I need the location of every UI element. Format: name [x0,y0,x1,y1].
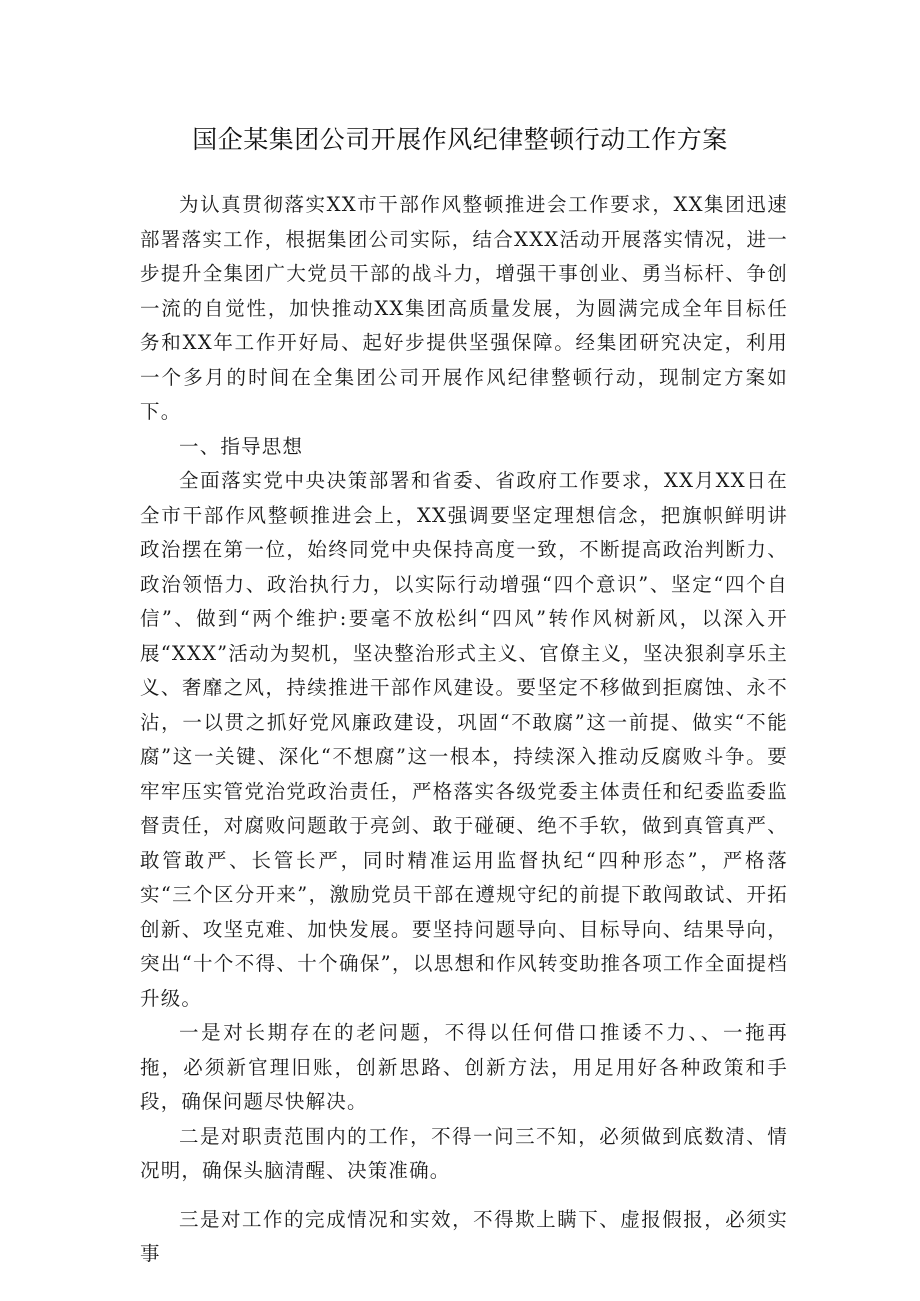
document-title: 国企某集团公司开展作风纪律整顿行动工作方案 [192,125,728,154]
section-heading-guiding-ideology: 一、指导思想 [179,434,304,458]
item-paragraph-1: 一是对长期存在的老问题，不得以任何借口推诿不力、、一拖再拖，必须新官理旧账，创新思路、创新方法，用足用好各种政策和手段，确保问题尽快解决。 [140,1021,788,1113]
intro-paragraph: 为认真贯彻落实XX市干部作风整顿推进会工作要求，XX集团迅速部署落实工作，根据集团公司实际，结合XXX活动开展落实情况，进一步提升全集团广大党员干部的战斗力，增强干事创业、勇当标杆、争创一流的自觉性，加快推动XX集团高质量发展，为圆满完成全年目标任务和XX年工作开好局、起好步提供坚强保障。经集团研究决定，利用一个多月的时间在全集团公司开展作风纪律整顿行动，现制定方案如下。 [140,193,788,423]
item-paragraph-3: 三是对工作的完成情况和实效，不得欺上瞒下、虚报假报，必须实事 [140,1207,788,1265]
paragraph-spacer [140,1189,788,1203]
item-paragraph-2: 二是对职责范围内的工作，不得一问三不知，必须做到底数清、情况明，确保头脑清醒、决策准确。 [140,1124,788,1182]
document-body [140,188,788,1272]
guiding-ideology-paragraph: 全面落实党中央决策部署和省委、省政府工作要求，XX月XX日在全市干部作风整顿推进会上，XX强调要坚定理想信念，把旗帜鲜明讲政治摆在第一位，始终同党中央保持高度一致，不断提高政治判断力、政治领悟力、政治执行力，以实际行动增强“四个意识”、坚定“四个自信”、做到“两个维护:要毫不放松纠“四风”转作风树新风，以深入开展“XXX”活动为契机，坚决整治形式主义、官僚主义，坚决狠刹享乐主义、奢靡之风，持续推进干部作风建设。要坚定不移做到拒腐蚀、永不沾，一以贯之抓好党风廉政建设，巩固“不敢腐”这一前提、做实“不能腐”这一关键、深化“不想腐”这一根本，持续深入推动反腐败斗争。要牢牢压实管党治党政治责任，严格落实各级党委主体责任和纪委监委监督责任，对腐败问题敢于亮剑、敢于碰硬、绝不手软，做到真管真严、敢管敢严、长管长严，同时精准运用监督执纪“四种形态”，严格落实“三个区分开来”，激励党员干部在遵规守纪的前提下敢闯敢试、开拓创新、攻坚克难、加快发展。要坚持问题导向、目标导向、结果导向，突出“十个不得、十个确保”，以思想和作风转变助推各项工作全面提档升级。 [140,469,788,1010]
